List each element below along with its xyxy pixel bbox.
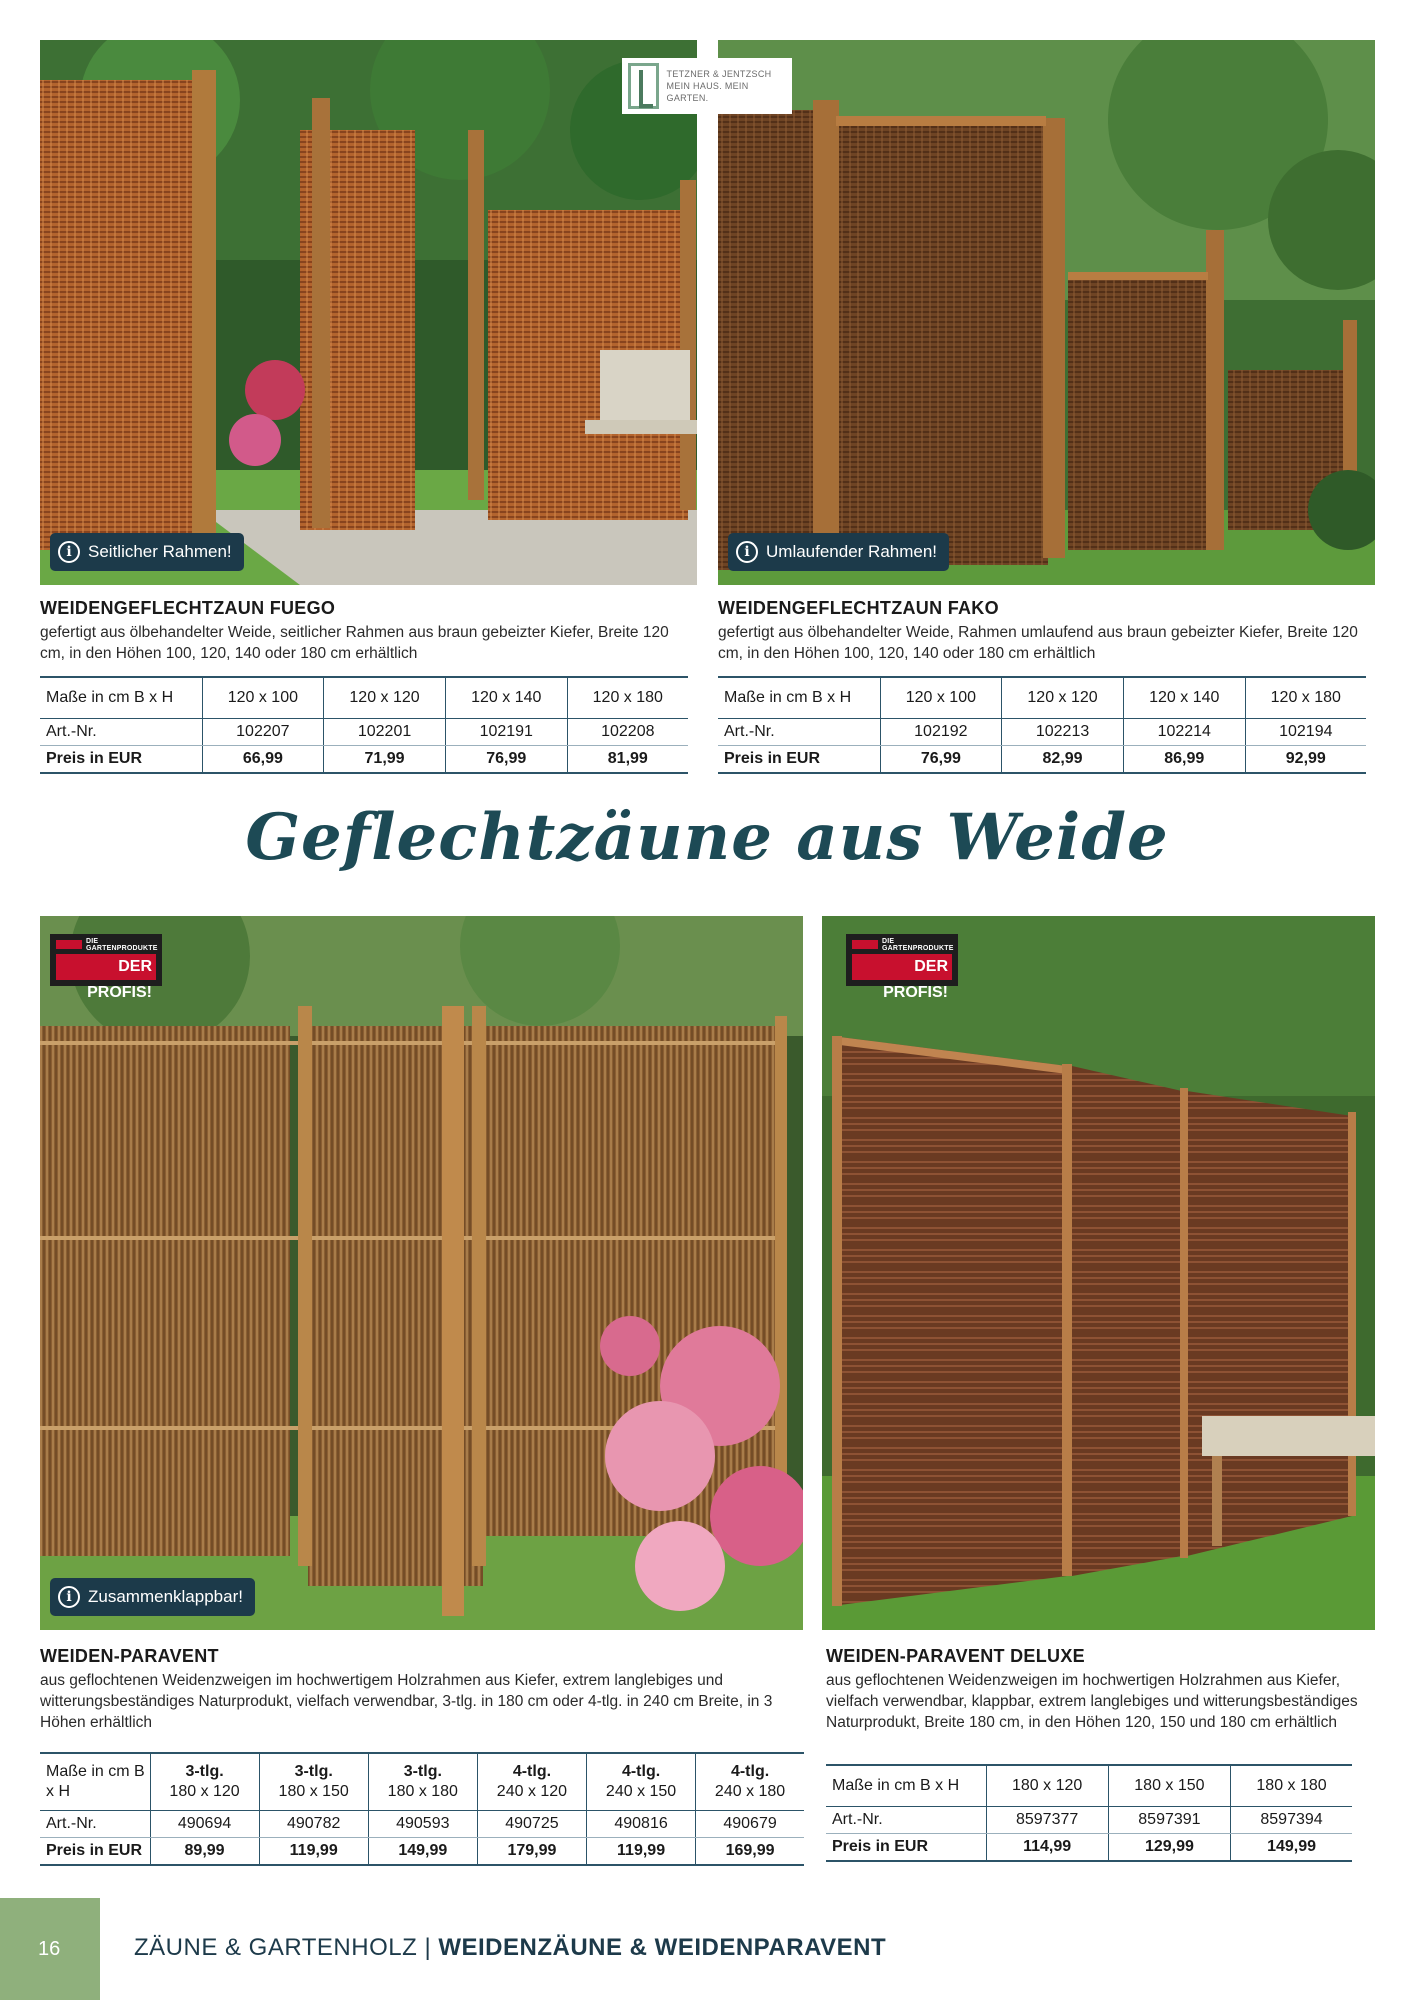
- label-price: Preis in EUR: [718, 746, 880, 774]
- parts-label: 3-tlg.: [403, 1763, 442, 1780]
- photo-fako: [718, 40, 1375, 585]
- product-desc-fako: gefertigt aus ölbehandelter Weide, Rahmen umlaufend aus braun gebeizter Kiefer, Breite 120 cm, in den Höhen 100, 120, 140 oder 180 cm erhältlich: [718, 624, 1358, 662]
- label-sizes: Maße in cm B x H: [40, 1753, 150, 1811]
- price-cell: 129,99: [1108, 1834, 1230, 1862]
- table-row-price: [40, 1838, 804, 1866]
- art-cell: 102208: [567, 719, 688, 746]
- label-art: Art.-Nr.: [40, 719, 202, 746]
- noor-logo-mark: [56, 940, 82, 949]
- size-cell: 180 x 180: [1231, 1765, 1352, 1807]
- info-badge: [728, 533, 949, 571]
- price-cell: 66,99: [202, 746, 324, 774]
- table-row-art: [40, 719, 688, 746]
- table-row-sizes: [718, 677, 1366, 719]
- info-badge: [50, 533, 244, 571]
- badge-label: Umlaufender Rahmen!: [766, 542, 938, 561]
- photo-fuego: [40, 40, 697, 585]
- art-cell: 8597391: [1108, 1807, 1230, 1834]
- footer-section: [134, 1934, 886, 1962]
- table-row-price: [718, 746, 1366, 774]
- label-price: Preis in EUR: [40, 1838, 150, 1866]
- art-cell: 102194: [1245, 719, 1366, 746]
- noor-logo-mark: [852, 940, 878, 949]
- art-cell: 8597394: [1231, 1807, 1352, 1834]
- footer-separator: |: [424, 1934, 432, 1961]
- noor-big-text: DER PROFIS!: [852, 954, 952, 980]
- label-price: Preis in EUR: [826, 1834, 986, 1862]
- page-headline: Geflechtzäune aus Weide: [245, 800, 1169, 875]
- table-row-price: [40, 746, 688, 774]
- art-cell: 102213: [1002, 719, 1124, 746]
- art-cell: 8597377: [986, 1807, 1108, 1834]
- parts-label: 4-tlg.: [730, 1763, 770, 1780]
- table-row-art: [826, 1807, 1352, 1834]
- label-art: Art.-Nr.: [40, 1811, 150, 1838]
- spec-table-paravent: [40, 1752, 804, 1866]
- size-cell: 120 x 140: [445, 677, 567, 719]
- art-cell: 102192: [880, 719, 1002, 746]
- price-cell: 86,99: [1123, 746, 1245, 774]
- art-cell: 490694: [150, 1811, 259, 1838]
- photo-paravent-deluxe: [822, 916, 1375, 1630]
- label-price: Preis in EUR: [40, 746, 202, 774]
- spec-table-fako: [718, 676, 1366, 774]
- page-number: 16: [38, 1938, 61, 1960]
- label-sizes: Maße in cm B x H: [40, 677, 202, 719]
- price-cell: 119,99: [587, 1838, 696, 1866]
- tj-logo-mark: [628, 63, 659, 109]
- noor-logo: [846, 934, 958, 1001]
- logo-line2: MEIN HAUS. MEIN GARTEN.: [666, 81, 749, 103]
- price-cell: 71,99: [324, 746, 446, 774]
- size-cell: [368, 1753, 477, 1811]
- price-cell: 169,99: [696, 1838, 804, 1866]
- art-cell: 102207: [202, 719, 324, 746]
- art-cell: 490816: [587, 1811, 696, 1838]
- price-cell: 179,99: [477, 1838, 586, 1866]
- table-row-art: [718, 719, 1366, 746]
- price-cell: 82,99: [1002, 746, 1124, 774]
- price-cell: 149,99: [368, 1838, 477, 1866]
- product-title-fako: WEIDENGEFLECHTZAUN FAKO: [718, 598, 999, 618]
- price-cell: 76,99: [880, 746, 1002, 774]
- size-cell: [477, 1753, 586, 1811]
- size-value: 180 x 120: [169, 1783, 240, 1800]
- size-cell: 120 x 180: [567, 677, 688, 719]
- size-value: 240 x 150: [605, 1783, 677, 1800]
- table-row-sizes: [40, 677, 688, 719]
- price-cell: 119,99: [259, 1838, 368, 1866]
- info-icon: i: [736, 541, 758, 563]
- size-value: 180 x 180: [387, 1783, 458, 1800]
- size-value: 240 x 120: [496, 1783, 568, 1800]
- size-cell: 120 x 140: [1123, 677, 1245, 719]
- size-cell: [150, 1753, 259, 1811]
- logo-line1: TETZNER & JENTZSCH: [666, 69, 772, 79]
- spec-table-fuego: [40, 676, 688, 774]
- art-cell: 102191: [445, 719, 567, 746]
- product-desc-paravent: aus geflochtenen Weidenzweigen im hochwertigem Holzrahmen aus Kiefer, extrem langlebiges und witterungsbeständiges Naturprodukt, vielfach verwendbar, 3-tlg. in 180 cm oder 4-tlg. in 240 cm Breite, in 3 Höhen erhältlich: [40, 1672, 773, 1731]
- size-cell: 180 x 120: [986, 1765, 1108, 1807]
- art-cell: 490679: [696, 1811, 804, 1838]
- size-value: 180 x 150: [278, 1783, 349, 1800]
- label-art: Art.-Nr.: [718, 719, 880, 746]
- footer-topic: WEIDENZÄUNE & WEIDENPARAVENT: [438, 1934, 887, 1961]
- product-desc-fuego: gefertigt aus ölbehandelter Weide, seitlicher Rahmen aus braun gebeizter Kiefer, Breite 120 cm, in den Höhen 100, 120, 140 oder 180 cm erhältlich: [40, 624, 669, 662]
- noor-big-text: DER PROFIS!: [56, 954, 156, 980]
- price-cell: 92,99: [1245, 746, 1366, 774]
- table-row-price: [826, 1834, 1352, 1862]
- art-cell: 490782: [259, 1811, 368, 1838]
- size-cell: [259, 1753, 368, 1811]
- product-title-fuego: WEIDENGEFLECHTZAUN FUEGO: [40, 598, 336, 618]
- tetzner-jentzsch-logo: [622, 58, 792, 114]
- info-badge: [50, 1578, 255, 1616]
- parts-label: 4-tlg.: [621, 1763, 661, 1780]
- footer-category: ZÄUNE & GARTENHOLZ: [134, 1934, 418, 1961]
- size-cell: 120 x 100: [202, 677, 324, 719]
- art-cell: 490725: [477, 1811, 586, 1838]
- art-cell: 102214: [1123, 719, 1245, 746]
- size-cell: [587, 1753, 696, 1811]
- parts-label: 3-tlg.: [185, 1763, 224, 1780]
- product-desc-deluxe: aus geflochtenen Weidenzweigen im hochwertigen Holzrahmen aus Kiefer, vielfach verwendbar, klappbar, extrem langlebiges und witterungsbeständiges Naturprodukt, Breite 180 cm, in den Höhen 120, 150 und 180 cm erhältlich: [826, 1672, 1358, 1731]
- size-cell: 120 x 180: [1245, 677, 1366, 719]
- product-title-paravent: WEIDEN-PARAVENT: [40, 1646, 219, 1666]
- size-cell: 120 x 120: [324, 677, 446, 719]
- size-cell: [696, 1753, 804, 1811]
- table-row-sizes: [40, 1753, 804, 1811]
- parts-label: 3-tlg.: [294, 1763, 333, 1780]
- label-sizes: Maße in cm B x H: [718, 677, 880, 719]
- badge-label: Zusammenklappbar!: [88, 1587, 243, 1606]
- table-row-art: [40, 1811, 804, 1838]
- size-cell: 120 x 120: [1002, 677, 1124, 719]
- badge-label: Seitlicher Rahmen!: [88, 542, 232, 561]
- price-cell: 114,99: [986, 1834, 1108, 1862]
- photo-paravent: [40, 916, 803, 1630]
- spec-table-deluxe: [826, 1764, 1352, 1862]
- noor-logo: [50, 934, 162, 1001]
- info-icon: i: [58, 1586, 80, 1608]
- parts-label: 4-tlg.: [512, 1763, 552, 1780]
- label-sizes: Maße in cm B x H: [826, 1765, 986, 1807]
- price-cell: 81,99: [567, 746, 688, 774]
- price-cell: 149,99: [1231, 1834, 1352, 1862]
- noor-small-text: DIE GARTENPRODUKTE: [882, 938, 954, 952]
- art-cell: 490593: [368, 1811, 477, 1838]
- size-cell: 120 x 100: [880, 677, 1002, 719]
- size-value: 240 x 180: [714, 1783, 786, 1800]
- product-title-deluxe: WEIDEN-PARAVENT DELUXE: [826, 1646, 1085, 1666]
- table-row-sizes: [826, 1765, 1352, 1807]
- size-cell: 180 x 150: [1108, 1765, 1230, 1807]
- price-cell: 89,99: [150, 1838, 259, 1866]
- price-cell: 76,99: [445, 746, 567, 774]
- info-icon: i: [58, 541, 80, 563]
- label-art: Art.-Nr.: [826, 1807, 986, 1834]
- noor-small-text: DIE GARTENPRODUKTE: [86, 938, 158, 952]
- art-cell: 102201: [324, 719, 446, 746]
